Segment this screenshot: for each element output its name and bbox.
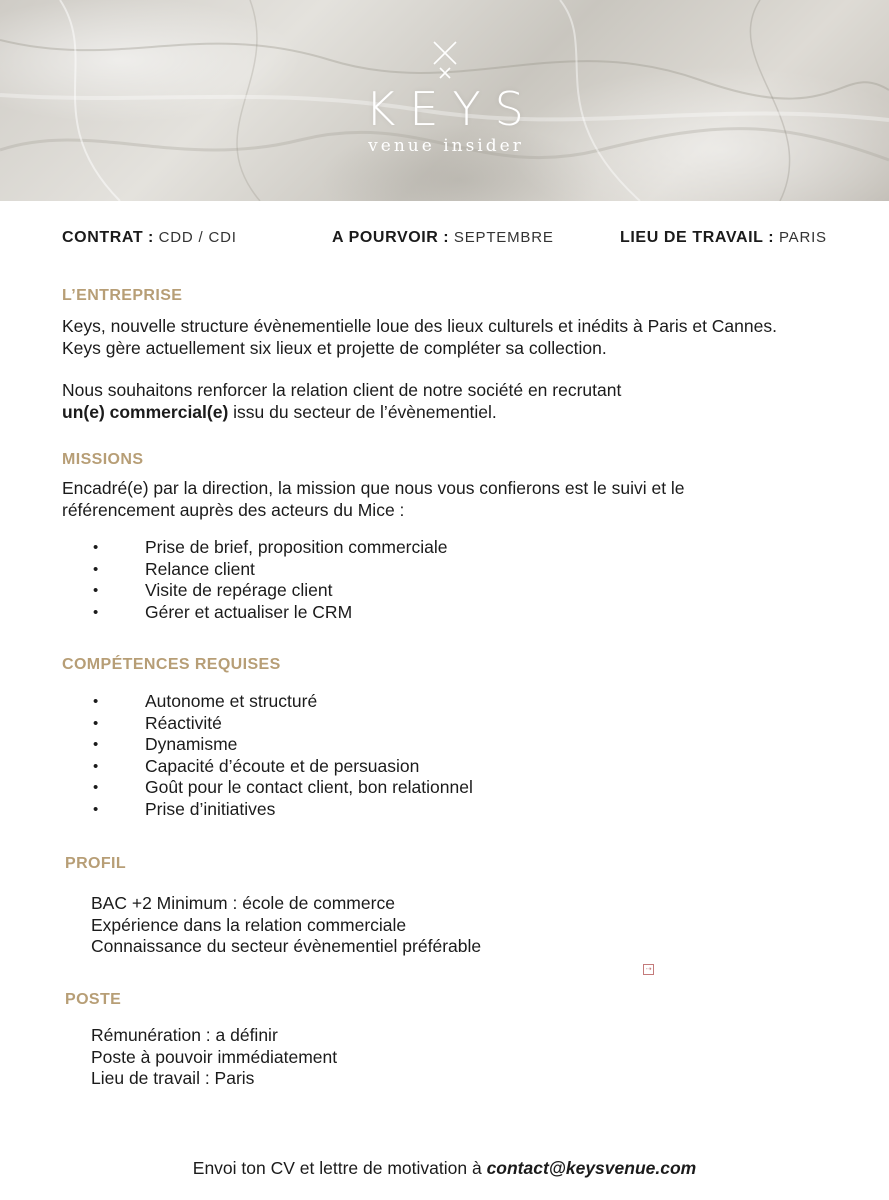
missions-list xyxy=(90,537,448,623)
contract-sep: : xyxy=(147,229,154,246)
role-highlight: un(e) commercial(e) xyxy=(62,402,229,422)
list-item xyxy=(90,602,448,624)
entreprise-line xyxy=(62,401,621,423)
list-item xyxy=(90,777,473,799)
section-title-profil: PROFIL xyxy=(65,855,127,872)
bullet-icon: • xyxy=(93,539,99,556)
list-item xyxy=(90,580,448,602)
role-rest: issu du secteur de l’évènementiel. xyxy=(228,402,497,422)
place-sep: : xyxy=(768,229,775,246)
missions-intro-line: référencement auprès des acteurs du Mice : xyxy=(62,500,405,520)
bullet-icon: • xyxy=(93,736,99,754)
bullet-icon: • xyxy=(93,800,99,818)
job-summary xyxy=(0,229,889,251)
contract-info xyxy=(62,229,237,247)
footer-text: Envoi ton CV et lettre de motivation à xyxy=(192,1158,487,1178)
list-item-text: Autonome et structuré xyxy=(145,691,318,711)
poste-line: Lieu de travail : Paris xyxy=(91,1068,255,1089)
header-banner xyxy=(0,0,889,201)
list-item-text: Visite de repérage client xyxy=(145,580,333,601)
list-item xyxy=(90,537,448,559)
section-title-poste: POSTE xyxy=(65,991,122,1008)
list-item xyxy=(90,559,448,581)
bullet-icon: • xyxy=(93,582,99,600)
contact-email-link[interactable]: contact@keysvenue.com xyxy=(486,1158,697,1178)
start-label: A POURVOIR xyxy=(332,229,439,246)
list-item xyxy=(90,713,473,735)
logo-wordmark: KEYS xyxy=(365,82,538,136)
place-value: PARIS xyxy=(778,229,827,246)
entreprise-line: Nous souhaitons renforcer la relation client de notre société en recrutant xyxy=(62,380,622,400)
list-item-text: Relance client xyxy=(145,558,255,579)
entreprise-text xyxy=(62,315,777,359)
list-item xyxy=(90,756,473,778)
list-item-text: Réactivité xyxy=(145,712,222,733)
poste-line: Rémunération : a définir xyxy=(91,1025,278,1045)
entreprise-line: Keys, nouvelle structure évènementielle loue des lieux culturels et inédits à Paris et Cannes. xyxy=(62,316,777,336)
bullet-icon: • xyxy=(93,757,99,775)
start-info xyxy=(332,229,554,247)
profil-line: Connaissance du secteur évènementiel préférable xyxy=(91,936,482,957)
profil-line: BAC +2 Minimum : école de commerce xyxy=(91,893,395,913)
list-item-text: Capacité d’écoute et de persuasion xyxy=(145,755,420,776)
competences-list xyxy=(90,691,473,821)
place-info xyxy=(620,229,827,247)
brand-logo xyxy=(0,0,889,201)
missions-intro-line: Encadré(e) par la direction, la mission que nous vous confierons est le suivi et le xyxy=(62,478,685,498)
poste-lines xyxy=(91,1025,337,1090)
logo-tagline: venue insider xyxy=(368,136,524,156)
list-item-text: Gérer et actualiser le CRM xyxy=(145,601,353,622)
list-item-text: Goût pour le contact client, bon relationnel xyxy=(145,777,473,798)
list-item-text: Prise d’initiatives xyxy=(145,798,276,819)
bullet-icon: • xyxy=(93,560,99,578)
contract-value: CDD / CDI xyxy=(158,229,237,246)
list-item xyxy=(90,691,473,713)
list-item-text: Dynamisme xyxy=(145,734,238,755)
missions-intro xyxy=(62,477,685,521)
start-sep: : xyxy=(443,229,450,246)
footer-cta xyxy=(0,1158,889,1179)
section-title-competences: COMPÉTENCES REQUISES xyxy=(62,656,281,673)
section-title-missions: MISSIONS xyxy=(62,451,144,468)
entreprise-line: Keys gère actuellement six lieux et projette de compléter sa collection. xyxy=(62,338,607,358)
profil-line: Expérience dans la relation commerciale xyxy=(91,914,407,935)
section-title-entreprise: L’ENTREPRISE xyxy=(62,287,183,304)
entreprise-recruit-text xyxy=(62,379,621,423)
list-item xyxy=(90,799,473,821)
bullet-icon: • xyxy=(93,693,99,710)
bullet-icon: • xyxy=(93,714,99,732)
key-logo-icon xyxy=(430,40,460,84)
bullet-icon: • xyxy=(93,603,99,621)
bullet-icon: • xyxy=(93,779,99,797)
list-item xyxy=(90,734,473,756)
poste-line: Poste à pouvoir immédiatement xyxy=(91,1046,338,1067)
profil-lines xyxy=(91,893,481,958)
comment-marker-icon[interactable]: ⇢ xyxy=(643,964,654,975)
contract-label: CONTRAT xyxy=(62,229,144,246)
place-label: LIEU DE TRAVAIL xyxy=(620,229,764,246)
start-value: SEPTEMBRE xyxy=(453,229,554,246)
list-item-text: Prise de brief, proposition commerciale xyxy=(145,537,448,557)
